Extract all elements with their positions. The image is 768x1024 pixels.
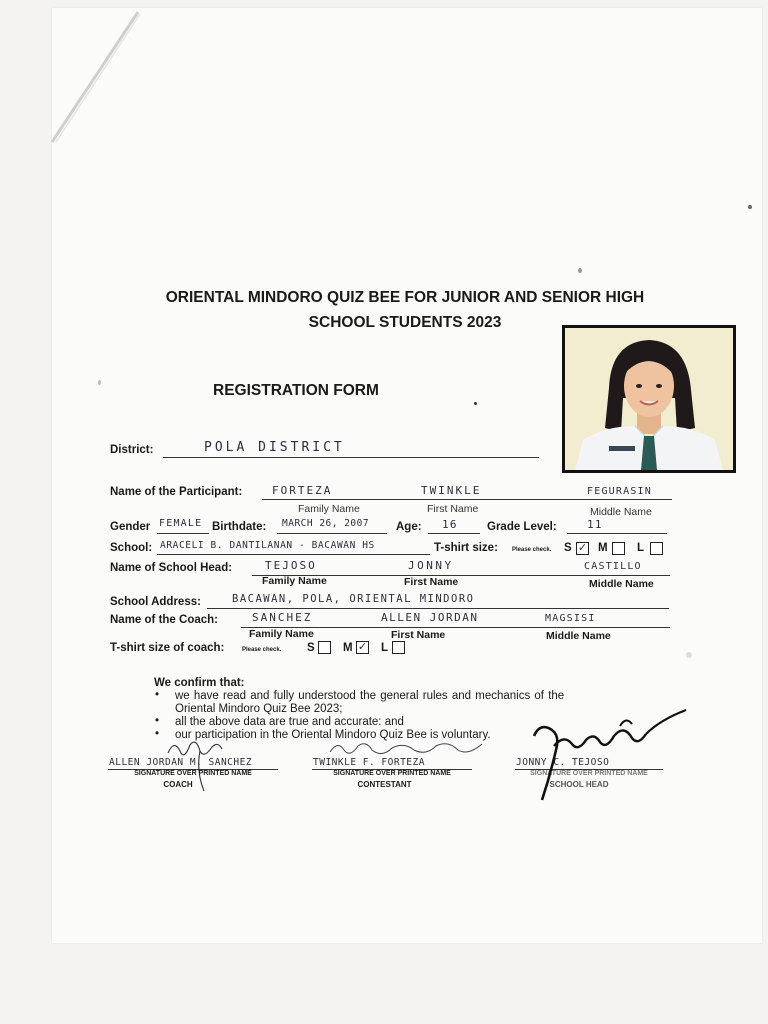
coach-signature-role: COACH	[163, 780, 193, 789]
student-size-l-checkbox[interactable]	[650, 542, 663, 555]
grade-level-underline	[567, 533, 667, 534]
gender-value[interactable]: FEMALE	[159, 518, 203, 529]
participant-middle-caption: Middle Name	[590, 506, 652, 518]
birthdate-value[interactable]: MARCH 26, 2007	[282, 518, 370, 529]
school-head-middle-caption: Middle Name	[589, 578, 654, 590]
coach-size-m-check: ✓	[357, 641, 368, 653]
coach-label: Name of the Coach:	[110, 614, 218, 626]
grade-level-value[interactable]: 11	[587, 518, 603, 531]
coach-size-s-label: S	[307, 642, 315, 654]
school-head-signature-caption: SIGNATURE OVER PRINTED NAME	[530, 770, 648, 777]
school-head-family-name[interactable]: TEJOSO	[265, 559, 317, 572]
confirmation-item-1-line2: Oriental Mindoro Quiz Bee 2023;	[175, 703, 343, 715]
confirmation-heading: We confirm that:	[154, 677, 245, 689]
confirmation-item-3: our participation in the Oriental Mindoro Quiz Bee is voluntary.	[175, 729, 491, 741]
participant-first-caption: First Name	[427, 503, 479, 515]
form-heading-line1: ORIENTAL MINDORO QUIZ BEE FOR JUNIOR AND SENIOR HIGH	[165, 289, 645, 306]
participant-photo	[562, 325, 736, 473]
school-head-family-caption: Family Name	[262, 575, 327, 587]
coach-size-s-checkbox[interactable]	[318, 641, 331, 654]
school-address-value[interactable]: BACAWAN, POLA, ORIENTAL MINDORO	[232, 593, 475, 605]
age-value[interactable]: 16	[442, 518, 458, 531]
paper-speck	[686, 652, 692, 658]
age-underline	[428, 533, 480, 534]
participant-first-name[interactable]: TWINKLE	[421, 484, 482, 497]
grade-level-label: Grade Level:	[487, 521, 557, 533]
participant-family-name[interactable]: FORTEZA	[272, 484, 333, 497]
bullet-dot: •	[155, 689, 160, 701]
school-underline	[157, 554, 430, 555]
student-size-m-checkbox[interactable]	[612, 542, 625, 555]
school-head-first-caption: First Name	[404, 576, 459, 588]
participant-middle-name[interactable]: FEGURASIN	[587, 486, 652, 497]
registration-form-title: REGISTRATION FORM	[213, 382, 379, 399]
student-tshirt-label: T-shirt size:	[434, 542, 498, 554]
age-label: Age:	[396, 521, 422, 533]
student-size-s-label: S	[564, 542, 572, 554]
contestant-signature-name: TWINKLE F. FORTEZA	[313, 757, 425, 768]
school-head-signature-name: JONNY C. TEJOSO	[516, 757, 610, 768]
participant-portrait	[565, 328, 733, 470]
contestant-signature-role: CONTESTANT	[357, 780, 412, 789]
school-head-label: Name of School Head:	[110, 562, 233, 574]
student-size-m-label: M	[598, 542, 608, 554]
district-underline	[163, 457, 539, 458]
coach-first-name[interactable]: ALLEN JORDAN	[381, 611, 479, 624]
participant-family-caption: Family Name	[298, 503, 360, 515]
coach-first-caption: First Name	[391, 629, 446, 641]
coach-tshirt-label: T-shirt size of coach:	[110, 642, 225, 654]
confirmation-item-1-line1: we have read and fully understood the general rules and mechanics of the	[175, 690, 565, 702]
coach-signature-name: ALLEN JORDAN M. SANCHEZ	[109, 757, 253, 768]
paper-speck	[578, 268, 582, 273]
coach-family-caption: Family Name	[249, 628, 314, 640]
coach-size-l-checkbox[interactable]	[392, 641, 405, 654]
coach-size-m-checkbox[interactable]	[356, 641, 369, 654]
coach-tshirt-please-check: Please check.	[242, 647, 282, 653]
participant-underline	[262, 499, 672, 500]
student-size-s-checkbox[interactable]	[576, 542, 589, 555]
paper-speck	[98, 380, 101, 385]
birthdate-label: Birthdate:	[212, 521, 267, 533]
coach-size-m-label: M	[343, 642, 353, 654]
gender-underline	[157, 533, 209, 534]
participant-label: Name of the Participant:	[110, 486, 243, 498]
paper-speck	[474, 402, 477, 405]
student-size-l-label: L	[637, 542, 645, 554]
district-label: District:	[110, 444, 154, 456]
form-heading-line2: SCHOOL STUDENTS 2023	[308, 314, 502, 331]
school-head-signature-role: SCHOOL HEAD	[549, 780, 609, 789]
school-address-underline	[207, 608, 669, 609]
gender-label: Gender	[110, 521, 151, 533]
school-head-signature-scribble	[520, 706, 690, 806]
coach-signature-caption: SIGNATURE OVER PRINTED NAME	[134, 770, 252, 777]
coach-family-name[interactable]: SANCHEZ	[252, 611, 313, 624]
bullet-dot: •	[155, 715, 160, 727]
school-head-middle-name[interactable]: CASTILLO	[584, 561, 642, 572]
contestant-signature-caption: SIGNATURE OVER PRINTED NAME	[333, 770, 451, 777]
school-value[interactable]: ARACELI B. DANTILANAN - BACAWAN HS	[160, 540, 375, 551]
district-value[interactable]: POLA DISTRICT	[204, 440, 345, 455]
school-head-first-name[interactable]: JONNY	[408, 559, 454, 572]
birthdate-underline	[277, 533, 387, 534]
coach-middle-caption: Middle Name	[546, 630, 611, 642]
student-size-s-check: ✓	[577, 542, 588, 554]
school-address-label: School Address:	[110, 596, 201, 608]
confirmation-item-2: all the above data are true and accurate: and	[175, 716, 404, 728]
school-label: School:	[110, 542, 153, 554]
bullet-dot: •	[155, 728, 160, 740]
coach-middle-name[interactable]: MAGSISI	[545, 613, 596, 624]
student-tshirt-please-check: Please check.	[512, 547, 552, 553]
coach-size-l-label: L	[381, 642, 389, 654]
paper-speck	[748, 205, 752, 209]
